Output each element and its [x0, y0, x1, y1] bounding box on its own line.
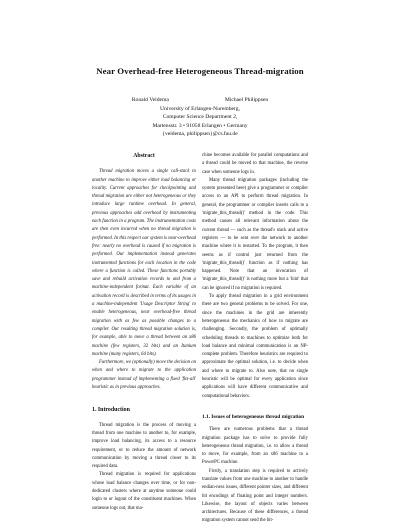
- right-column: [202, 152, 308, 526]
- section-heading-introduction: 1. Introduction: [92, 407, 130, 414]
- affiliation-department: Computer Science Department 2,: [162, 114, 238, 121]
- body-paragraph: Thread migration is required for applications whose load balance changes over time, or for non-dedicated clusters where at anytime someone could login to or logout of the constituent machines. When someone logs out, that ma-: [92, 472, 196, 511]
- abstract-heading: Abstract: [133, 153, 155, 159]
- affiliation-email: {veldema, philippsen}@cs.fau.de: [162, 131, 238, 138]
- abstract-paragraph: Thread migration moves a single call-stack to another machine to improve either load balancing or locality. Current approaches for checkpointing and thread migration are either not heterogeneous or they introduce large runtime overhead. In general, previous approaches add overhead by instrumenting each function in a program. The instrumentation costs are then even incurred when no thread migration is performed. In this respect our system is near-overhead free: nearly no overhead is caused if no migration is performed. Our implementation instead generates instrumented functions for each location in the code where a function is called. These functions portably save and rebuild activation records to and from a machine-independent format. Each variable of an activation record is described in terms of its usages in a machine-independent 'Usage Descriptor String' to enable heterogeneous, near overhead-free thread migration with as few as possible changes to a compiler. Our resulting thread migration solution is, for example, able to move a thread between an x86 machine (few registers, 32 bits) and an Itanium machine (many registers, 64 bits).: [92, 169, 196, 357]
- body-paragraph: There are numerous problems that a thread migration package has to solve to provide fully heterogeneous thread migration, i.e. to allow a thread to move, for example, from an x86 machine to a PowerPC machine.: [202, 427, 308, 466]
- body-paragraph: To apply thread migration in a grid environment there are two general problems to be solved. For one, since the machines in the grid are inherently heterogeneous the mechanics of how to migrate are challenging. Secondly, the problem of optimally scheduling threads to machines to optimize both for load balance and minimal communication is an NP-complete problem. Therefore heuristics are required to approximate the optimal solution, i.e. to decide when and where to migrate to. Also note, that no single heuristic will be optimal for every application since applications will have different communicative and computational behaviors.: [202, 294, 308, 399]
- body-paragraph: Firstly, a translation step is required to actively translate values from one machine to another to handle endian-ness issues, different pointer sizes, and different bit encodings of floating point and integer numbers. Likewise, the layout of objects varies between architectures. Because of these differences, a thread migration system cannot send the bit-: [202, 468, 308, 524]
- body-paragraph: Many thread migration packages (including the system presented here) give a programmer or compiler access to an API to perform thread migration. In general, the programmer or compiler inserts calls to a 'migrate_this_thread()' method in the code. This method causes all relevant information about the current thread — such as the thread's stack and active registers — to be sent over the network to another machine where it is restarted. To the program, it then seems as if control just returned from the 'migrate_this_thread()' function as if nothing has happened. Note that an invocation of 'migrate_this_thread()' is nothing more but a 'hint' that can be ignored if no migration is required.: [202, 177, 308, 291]
- body-paragraph: Thread migration is the process of moving a thread from one machine to another to, for example, improve load balancing, its access to a resource requirement, or to reduce the amount of network communication by moving a thread closer to its required data.: [92, 422, 196, 470]
- left-column: [92, 152, 196, 513]
- author-name: Ronald Veldema: [131, 97, 169, 103]
- affiliation-address: Martensstr. 3 • 91058 Erlangen • Germany: [152, 122, 248, 129]
- author-name: Michael Philippsen: [224, 97, 269, 103]
- paper-title: Near Overhead-free Heterogeneous Thread-migration: [96, 66, 304, 76]
- body-paragraph: chine becomes available for parallel computations and a thread could be moved to that machine, the reverse case when someone logs in.: [202, 153, 308, 175]
- subsection-heading: 1.1. Issues of heterogeneous thread migration: [202, 413, 305, 420]
- author-block: [0, 96, 400, 139]
- affiliation-university: University of Erlangen-Nuremberg,: [160, 105, 240, 112]
- abstract-paragraph: Furthermore, we (optionally) move the decision on when and where to migrate to the application programmer instead of implementing a fixed 'fits-all' heuristic as in previous approaches.: [92, 360, 196, 391]
- author-names: [0, 96, 400, 105]
